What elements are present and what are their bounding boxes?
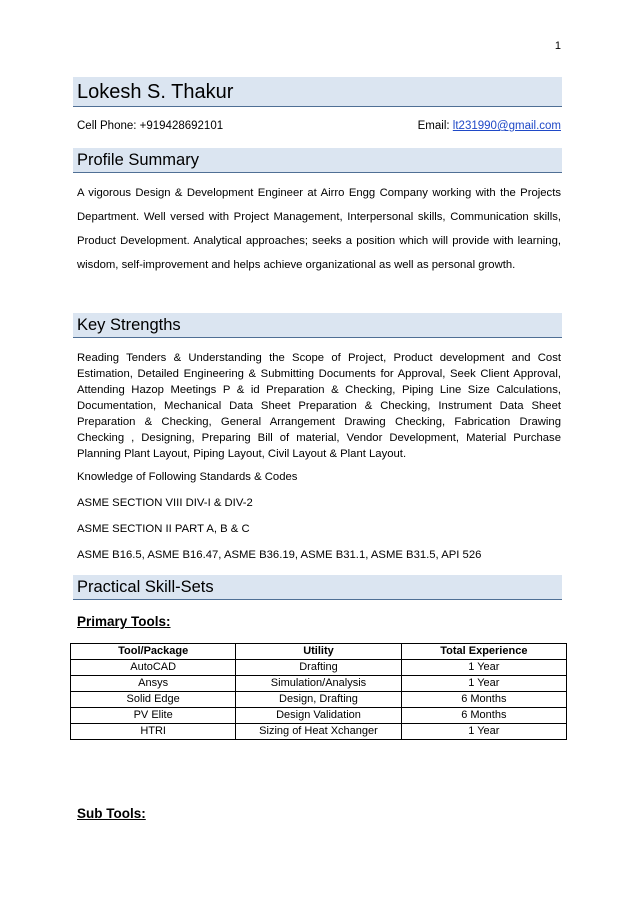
column-header-utility: Utility	[236, 644, 401, 660]
profile-summary-heading: Profile Summary	[73, 148, 562, 173]
profile-summary-text: A vigorous Design & Development Engineer at Airro Engg Company working with the Projects Department. Well versed with Project Management, Interpersonal skills, Communication skills, Product Development. Analytical approaches; seeks a position which will provide with learning, wisdom, self-improvement and helps achieve organizational as well as personal growth.	[77, 187, 561, 271]
table-cell: PV Elite	[71, 708, 236, 724]
table-cell: 6 Months	[401, 692, 566, 708]
column-header-experience: Total Experience	[401, 644, 566, 660]
email-link[interactable]: lt231990@gmail.com	[452, 120, 561, 132]
standards-intro: Knowledge of Following Standards & Codes	[77, 471, 298, 483]
table-row	[71, 708, 567, 724]
standard-item: ASME SECTION VIII DIV-I & DIV-2	[77, 497, 253, 509]
table-cell: Solid Edge	[71, 692, 236, 708]
key-strengths-heading: Key Strengths	[73, 313, 562, 338]
table-row	[71, 724, 567, 740]
standard-item: ASME SECTION II PART A, B & C	[77, 523, 250, 535]
page-number: 1	[554, 40, 561, 52]
table-row	[71, 692, 567, 708]
table-cell: 1 Year	[401, 660, 566, 676]
key-strengths-text: Reading Tenders & Understanding the Scope of Project, Product development and Cost Estimation, Detailed Engineering & Submitting Documents for Approval, Seek Client Approval, Attending Hazop Meetings P & id Preparation & Checking, Piping Line Size Calculations, Documentation, Mechanical Data Sheet Preparation & Checking, Instrument Data Sheet Preparation & Checking, General Arrangement Drawing Checking, Fabrication Drawing Checking , Designing, Preparing Bill of material, Vendor Development, Material Purchase Planning Plant Layout, Piping Layout, Civil Layout & Plant Layout.	[77, 352, 561, 460]
primary-tools-label: Primary Tools:	[77, 614, 171, 629]
table-cell: 6 Months	[401, 708, 566, 724]
column-header-tool: Tool/Package	[71, 644, 236, 660]
contact-line	[77, 120, 561, 132]
table-cell: HTRI	[71, 724, 236, 740]
table-cell: Sizing of Heat Xchanger	[236, 724, 401, 740]
email-label: Email:	[417, 120, 453, 132]
table-row	[71, 676, 567, 692]
table-cell: 1 Year	[401, 724, 566, 740]
table-cell: 1 Year	[401, 676, 566, 692]
phone-text: Cell Phone: +919428692101	[77, 120, 224, 132]
table-cell: Design Validation	[236, 708, 401, 724]
resume-name-heading: Lokesh S. Thakur	[73, 77, 562, 107]
practical-skill-sets-heading: Practical Skill-Sets	[73, 575, 562, 600]
table-cell: AutoCAD	[71, 660, 236, 676]
table-cell: Simulation/Analysis	[236, 676, 401, 692]
sub-tools-label: Sub Tools:	[77, 806, 146, 821]
email-block	[418, 120, 561, 132]
primary-tools-table	[70, 643, 567, 740]
standard-item: ASME B16.5, ASME B16.47, ASME B36.19, ASME B31.1, ASME B31.5, API 526	[77, 549, 482, 561]
table-cell: Design, Drafting	[236, 692, 401, 708]
table-cell: Drafting	[236, 660, 401, 676]
table-row	[71, 660, 567, 676]
table-header-row	[71, 644, 567, 660]
table-cell: Ansys	[71, 676, 236, 692]
